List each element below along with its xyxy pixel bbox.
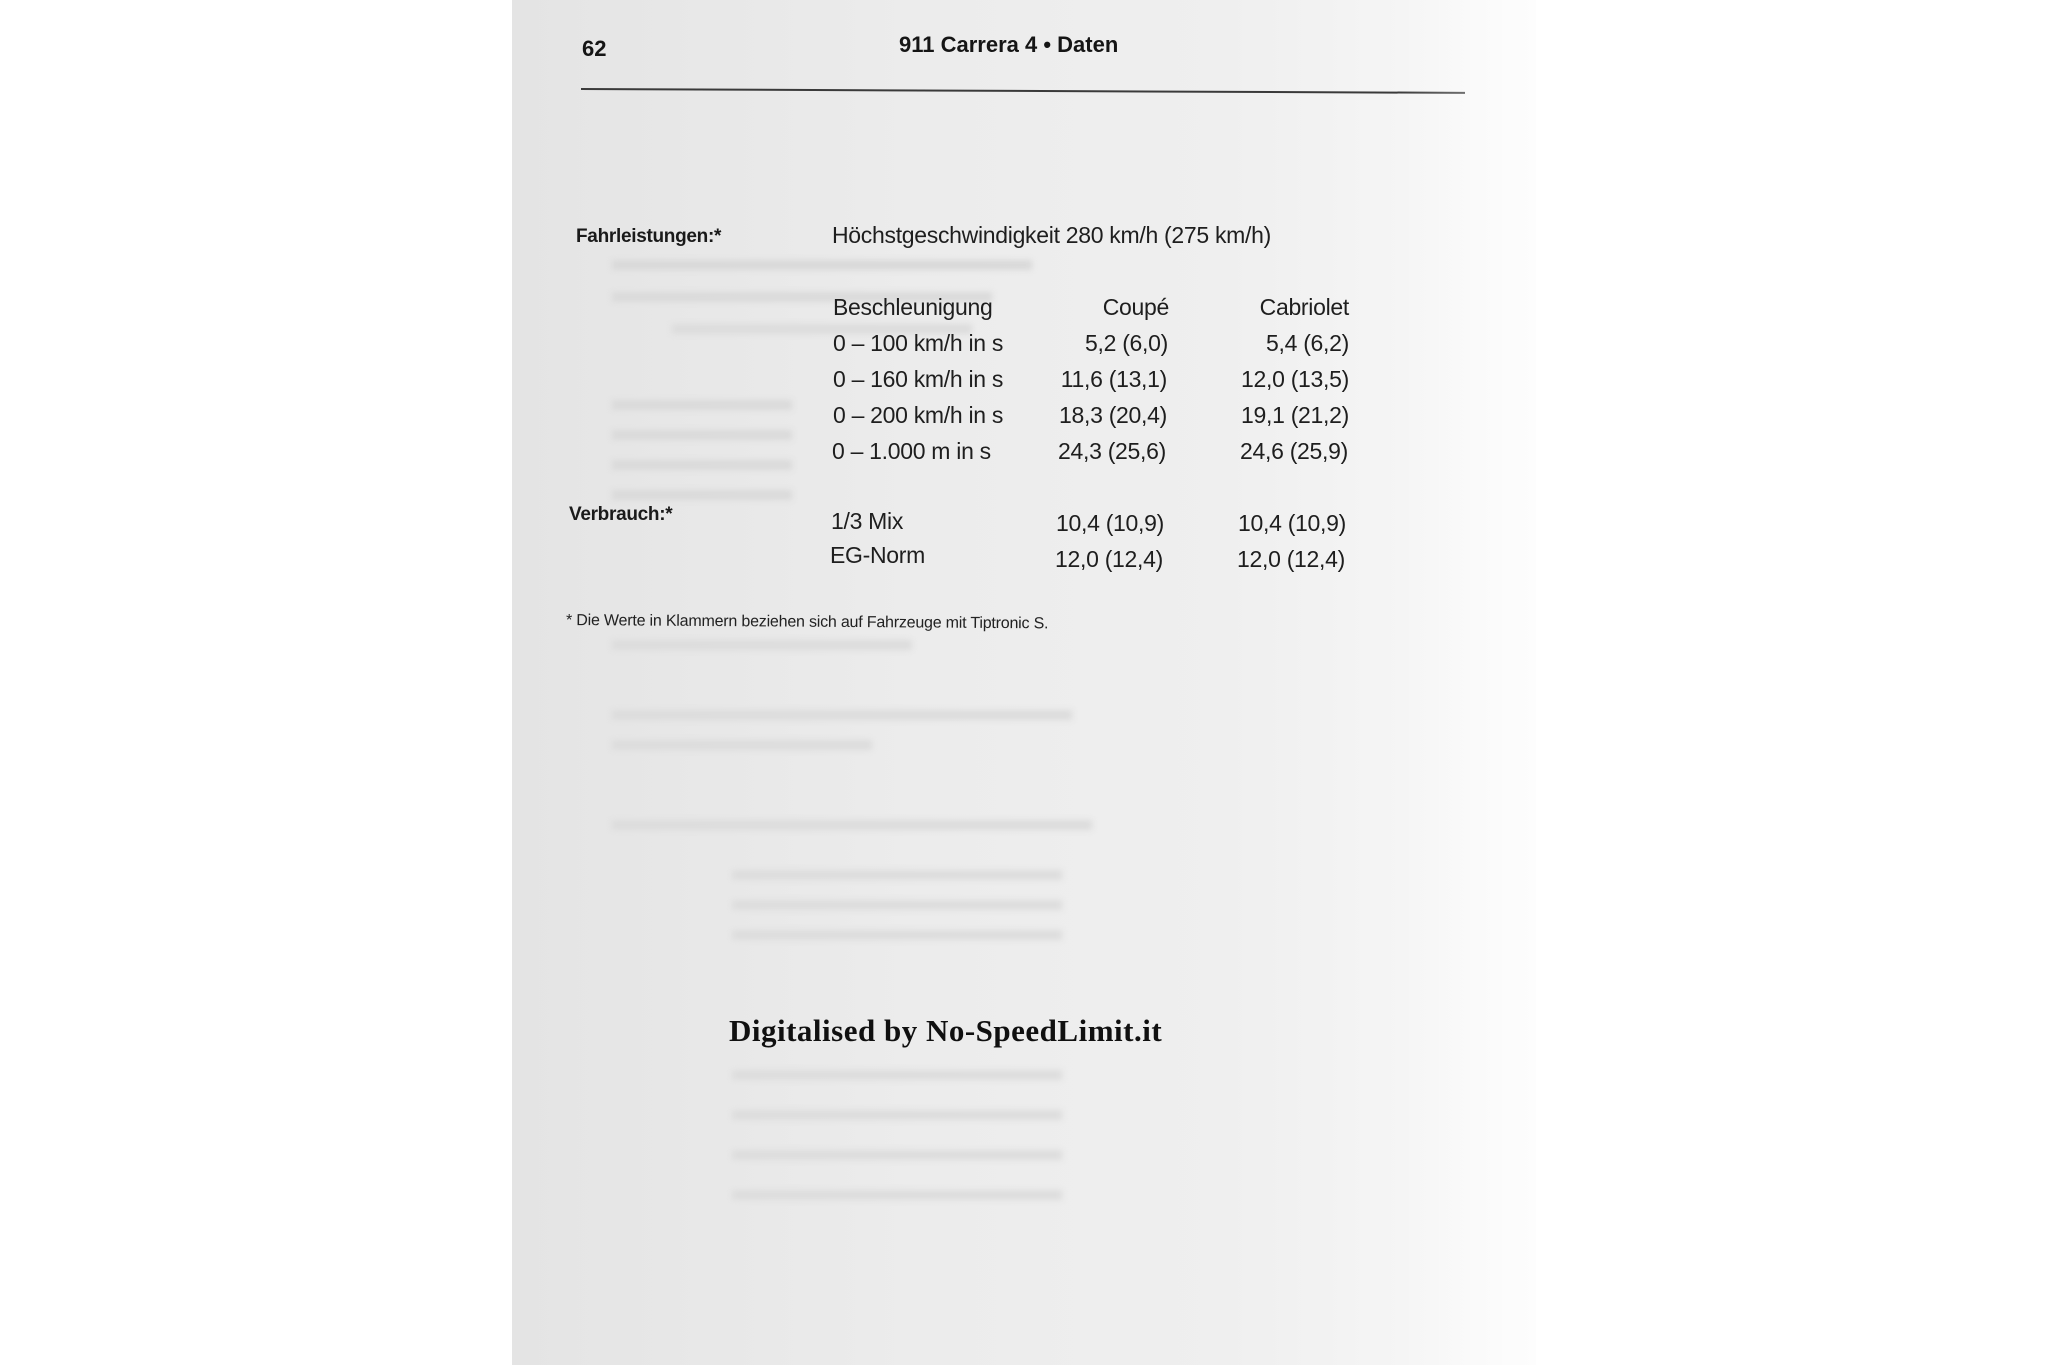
row-cabriolet-value: 5,4 (6,2) xyxy=(1266,330,1349,356)
row-metric: 0 – 200 km/h in s xyxy=(833,402,1004,428)
row-coupe-value: 18,3 (20,4) xyxy=(1059,402,1167,428)
top-speed-text: Höchstgeschwindigkeit 280 km/h (275 km/h) xyxy=(832,222,1271,248)
row-coupe-value: 12,0 (12,4) xyxy=(1055,546,1163,572)
row-metric: 0 – 160 km/h in s xyxy=(833,366,1004,392)
column-header-coupe: Coupé xyxy=(1102,294,1169,320)
consumption-label: Verbrauch:* xyxy=(569,504,673,525)
watermark: Digitalised by No-SpeedLimit.it xyxy=(729,1013,1163,1048)
row-metric: 1/3 Mix xyxy=(831,508,904,534)
row-cabriolet-value: 19,1 (21,2) xyxy=(1241,402,1349,428)
row-cabriolet-value: 12,0 (13,5) xyxy=(1241,366,1349,392)
performance-label: Fahrleistungen:* xyxy=(576,226,722,247)
column-header-cabriolet: Cabriolet xyxy=(1259,294,1349,320)
row-metric: 0 – 100 km/h in s xyxy=(833,330,1004,356)
row-coupe-value: 24,3 (25,6) xyxy=(1058,438,1166,464)
row-coupe-value: 11,6 (13,1) xyxy=(1060,366,1167,392)
page-number: 62 xyxy=(582,36,607,61)
footnote: * Die Werte in Klammern beziehen sich auf Fahrzeuge mit Tiptronic S. xyxy=(565,612,1049,633)
row-cabriolet-value: 10,4 (10,9) xyxy=(1238,510,1346,536)
page-title: 911 Carrera 4 • Daten xyxy=(899,32,1119,57)
row-cabriolet-value: 12,0 (12,4) xyxy=(1237,546,1345,572)
page-edge-shade xyxy=(1396,0,1536,1365)
row-metric: 0 – 1.000 m in s xyxy=(832,438,991,464)
row-coupe-value: 10,4 (10,9) xyxy=(1056,510,1164,536)
row-metric: EG-Norm xyxy=(830,542,926,568)
header-rule xyxy=(581,88,1465,94)
row-coupe-value: 5,2 (6,0) xyxy=(1085,330,1168,356)
row-cabriolet-value: 24,6 (25,9) xyxy=(1240,438,1348,464)
bleed-through-texture-lower xyxy=(612,640,1212,1280)
document-page xyxy=(512,0,1536,1365)
column-header-acceleration: Beschleunigung xyxy=(833,294,993,320)
